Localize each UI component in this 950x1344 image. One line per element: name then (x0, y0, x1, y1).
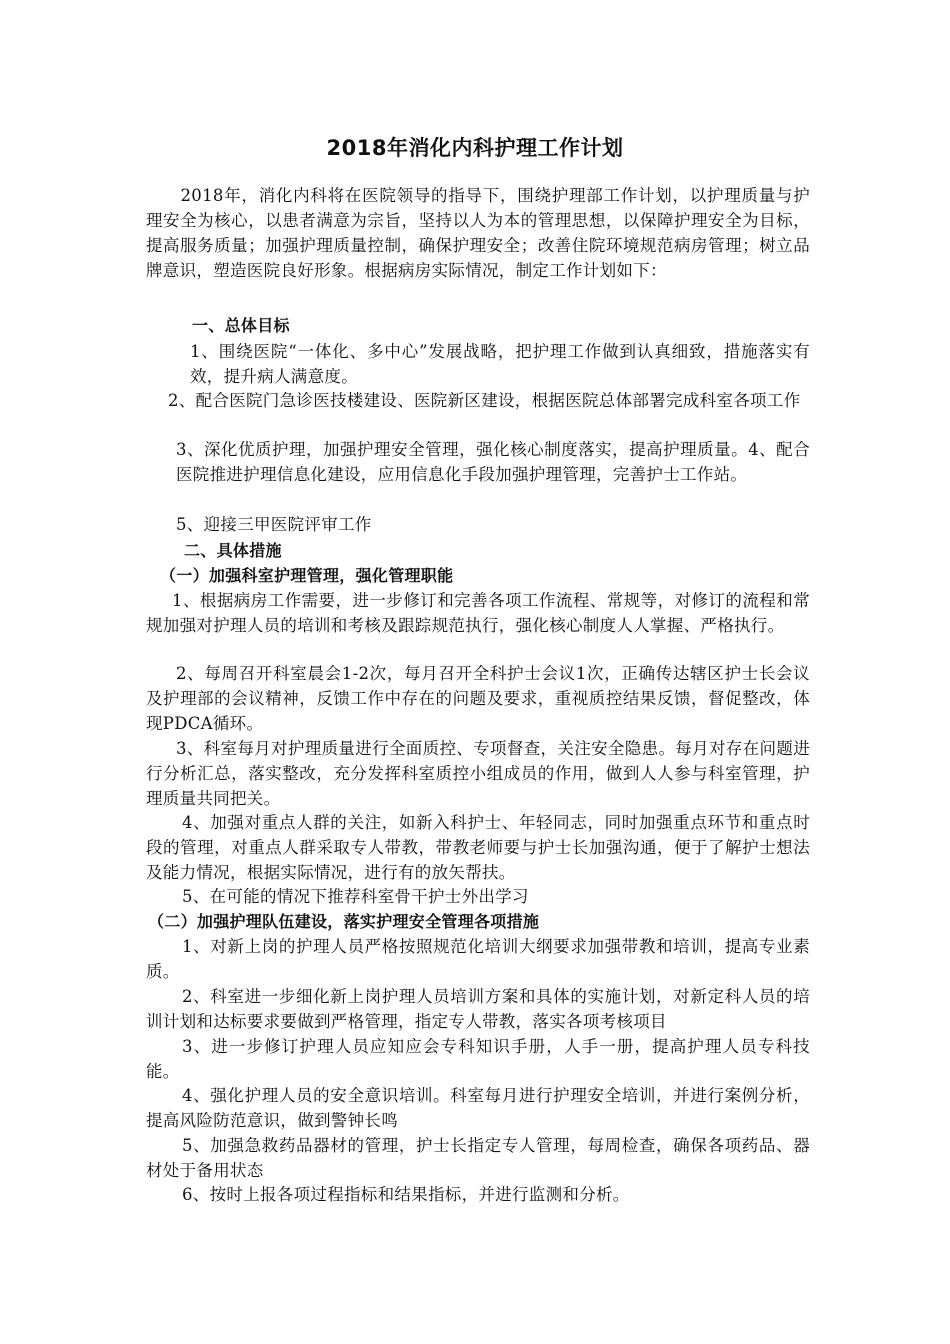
subsection-heading-1: （一）加强科室护理管理，强化管理职能 (160, 566, 454, 585)
measure-1-item-4: 4、加强对重点人群的关注，如新入科护士、年轻同志，同时加强重点环节和重点时段的管理，对重点人群采取专人带教，带教老师要与护士长加强沟通，便于了解护士想法及能力情况，根据实际情况，进行有的放矢帮扶。 (146, 813, 810, 882)
goal-item-5: 5、迎接三甲医院评审工作 (176, 515, 372, 534)
measure-1-item-5: 5、在可能的情况下推荐科室骨干护士外出学习 (182, 887, 529, 906)
goal-item-1: 1、围绕医院“一体化、多中心”发展战略，把护理工作做到认真细致，措施落实有效，提升病人满意度。 (190, 342, 810, 386)
measure-1-item-1: 1、根据病房工作需要，进一步修订和完善各项工作流程、常规等，对修订的流程和常规加强对护理人员的培训和考核及跟踪规范执行，强化核心制度人人掌握、严格执行。 (146, 591, 810, 635)
intro-paragraph: 2018年，消化内科将在医院领导的指导下，围绕护理部工作计划，以护理质量与护理安全为核心，以患者满意为宗旨，坚持以人为本的管理思想，以保障护理安全为目标，提高服务质量；加强护理质量控制，确保护理安全；改善住院环境规范病房管理；树立品牌意识，塑造医院良好形象。根据病房实际情况，制定工作计划如下： (146, 186, 810, 280)
measure-2-item-2: 2、科室进一步细化新上岗护理人员培训方案和具体的实施计划，对新定科人员的培训计划和达标要求要做到严格管理，指定专人带教，落实各项考核项目 (146, 987, 810, 1031)
subsection-heading-2: （二）加强护理队伍建设，落实护理安全管理各项措施 (148, 912, 540, 931)
goal-item-2: 2、配合医院门急诊医技楼建设、医院新区建设，根据医院总体部署完成科室各项工作 (168, 391, 801, 410)
measure-1-item-2: 2、每周召开科室晨会1-2次，每月召开全科护士会议1次，正确传达辖区护士长会议及护理部的会议精神，反馈工作中存在的问题及要求，重视质控结果反馈，督促整改，体现PDCA循环。 (146, 664, 810, 733)
section-heading-measures: 二、具体措施 (184, 541, 282, 560)
measure-1-item-3: 3、科室每月对护理质量进行全面质控、专项督查，关注安全隐患。每月对存在问题进行分析汇总，落实整改，充分发挥科室质控小组成员的作用，做到人人参与科室管理，护理质量共同把关。 (146, 739, 810, 808)
measure-2-item-3: 3、进一步修订护理人员应知应会专科知识手册，人手一册，提高护理人员专科技能。 (146, 1037, 810, 1081)
measure-2-item-4: 4、强化护理人员的安全意识培训。科室每月进行护理安全培训，并进行案例分析，提高风险防范意识，做到警钟长鸣 (146, 1086, 810, 1130)
page-title: 2018年消化内科护理工作计划 (326, 136, 624, 160)
measure-2-item-1: 1、对新上岗的护理人员严格按照规范化培训大纲要求加强带教和培训，提高专业素质。 (146, 937, 810, 981)
section-heading-goals: 一、总体目标 (192, 316, 290, 335)
measure-2-item-5: 5、加强急救药品器材的管理，护士长指定专人管理，每周检查，确保各项药品、器材处于备用状态 (146, 1136, 810, 1180)
goal-item-3: 3、深化优质护理，加强护理安全管理，强化核心制度落实，提高护理质量。4、配合医院推进护理信息化建设，应用信息化手段加强护理管理，完善护士工作站。 (176, 440, 810, 484)
measure-2-item-6: 6、按时上报各项过程指标和结果指标，并进行监测和分析。 (182, 1185, 630, 1204)
